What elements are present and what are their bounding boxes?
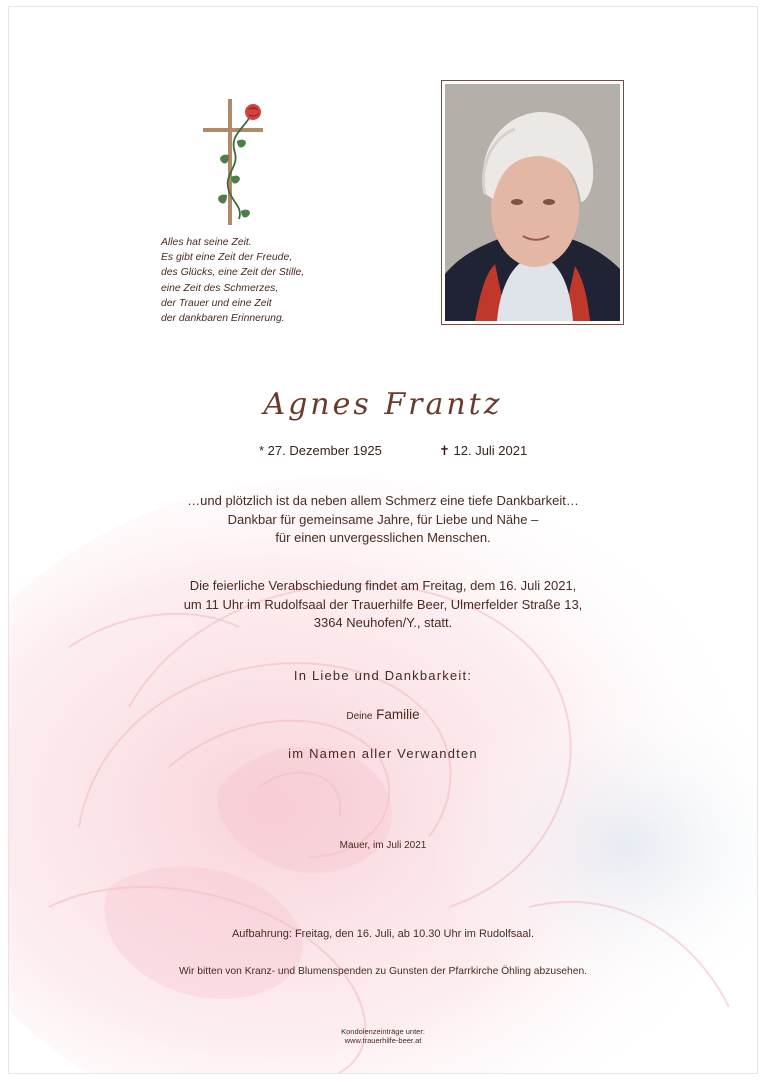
condolence-url[interactable]: www.trauerhilfe-beer.at bbox=[344, 1036, 422, 1045]
relatives-line: im Namen aller Verwandten bbox=[288, 746, 478, 761]
ceremony-line: um 11 Uhr im Rudolfsaal der Trauerhilfe Beer, Ulmerfelder Straße 13, bbox=[183, 596, 583, 612]
family-line bbox=[9, 706, 757, 727]
lying-in-state-notice: Aufbahrung: Freitag, den 16. Juli, ab 10.30 Uhr im Rudolfsaal. bbox=[231, 928, 535, 940]
poem-line: Es gibt eine Zeit der Freude, bbox=[161, 252, 293, 264]
family-prefix: Deine bbox=[346, 711, 373, 722]
death-date: ✝ 12. Juli 2021 bbox=[439, 443, 528, 458]
cross-with-rose-icon bbox=[199, 95, 269, 230]
ceremony-line: Die feierliche Verabschiedung findet am Freitag, dem 16. Juli 2021, bbox=[189, 578, 577, 593]
thanks-line: für einen unvergesslichen Menschen. bbox=[275, 530, 491, 545]
poem bbox=[161, 235, 381, 326]
poem-line: der dankbaren Erinnerung. bbox=[161, 313, 285, 325]
thanks-line: Dankbar für gemeinsame Jahre, für Liebe und Nähe – bbox=[227, 511, 539, 527]
love-line: In Liebe und Dankbarkeit: bbox=[293, 668, 473, 683]
poem-line: des Glücks, eine Zeit der Stille, bbox=[161, 267, 305, 279]
condolence-info bbox=[9, 1027, 757, 1045]
poem-line: der Trauer und eine Zeit bbox=[161, 297, 272, 309]
ceremony-paragraph bbox=[9, 577, 757, 633]
place-date: Mauer, im Juli 2021 bbox=[339, 840, 427, 851]
family-label: Familie bbox=[376, 707, 420, 722]
donation-notice: Wir bitten von Kranz- und Blumenspenden zu Gunsten der Pfarrkirche Öhling abzusehen. bbox=[178, 966, 588, 977]
portrait-photo bbox=[445, 84, 620, 321]
obituary-sheet bbox=[8, 6, 758, 1074]
birth-date: * 27. Dezember 1925 bbox=[259, 443, 382, 458]
poem-line: Alles hat seine Zeit. bbox=[161, 237, 252, 248]
portrait-illustration bbox=[445, 84, 620, 321]
condolence-label: Kondolenzeinträge unter: bbox=[341, 1027, 425, 1036]
portrait-photo-frame bbox=[441, 80, 624, 325]
thanks-line: …und plötzlich ist da neben allem Schmerz eine tiefe Dankbarkeit… bbox=[187, 493, 579, 508]
deceased-name: Agnes Frantz bbox=[263, 387, 503, 422]
ceremony-line: 3364 Neuhofen/Y., statt. bbox=[313, 615, 453, 630]
thanks-paragraph bbox=[9, 492, 757, 548]
poem-line: eine Zeit des Schmerzes, bbox=[161, 282, 279, 294]
